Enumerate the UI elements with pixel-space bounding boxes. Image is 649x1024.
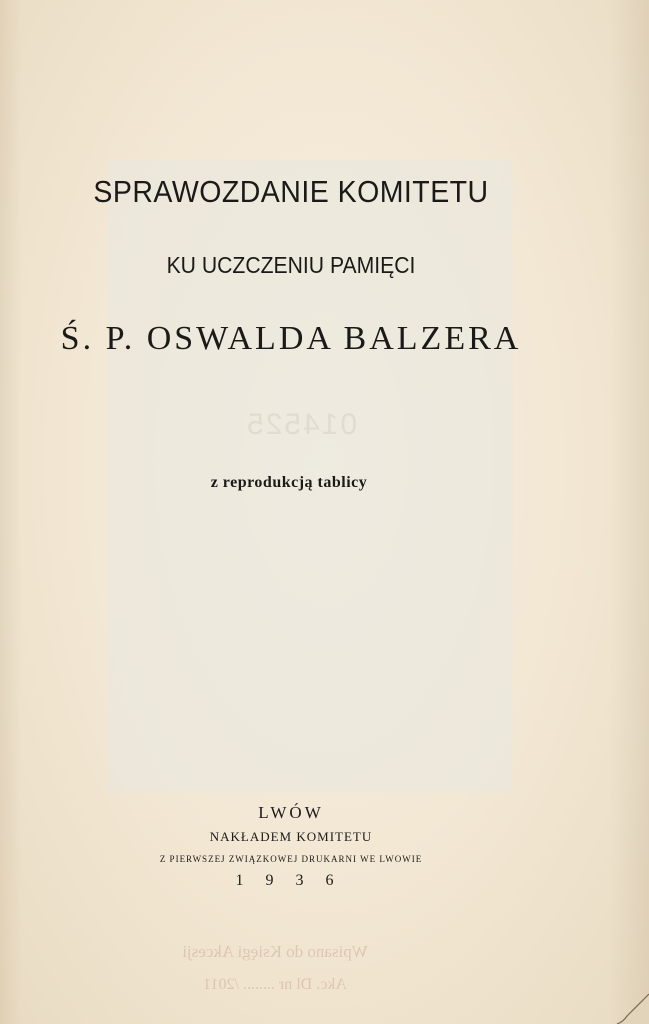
title-line-1: SPRAWOZDANIE KOMITETU: [93, 174, 489, 209]
bleed-through-mark: 014525: [245, 408, 358, 441]
imprint-year: 1 9 3 6: [235, 872, 343, 889]
imprint-printer: Z PIERWSZEJ ZWIĄZKOWEJ DRUKARNI WE LWOWIE: [159, 854, 423, 864]
title-line-2: KU UCZCZENIU PAMIĘCI: [166, 252, 416, 278]
title-line-3: Ś. P. OSWALDA BALZERA: [60, 320, 522, 357]
imprint-publisher: NAKŁADEM KOMITETU: [209, 829, 373, 844]
stamp-line-2: Akc. Dl nr ........ /2011: [203, 976, 347, 993]
page-left-shadow: [0, 0, 22, 1024]
corner-curl-icon: [613, 992, 649, 1024]
page-edge-shadow: [609, 0, 649, 1024]
stamp-line-1: Wpisano do Księgi Akcesji: [182, 942, 368, 961]
subtitle: z reprodukcją tablicy: [210, 474, 368, 491]
imprint-place: LWÓW: [258, 803, 324, 822]
library-stamp: [160, 928, 390, 1008]
